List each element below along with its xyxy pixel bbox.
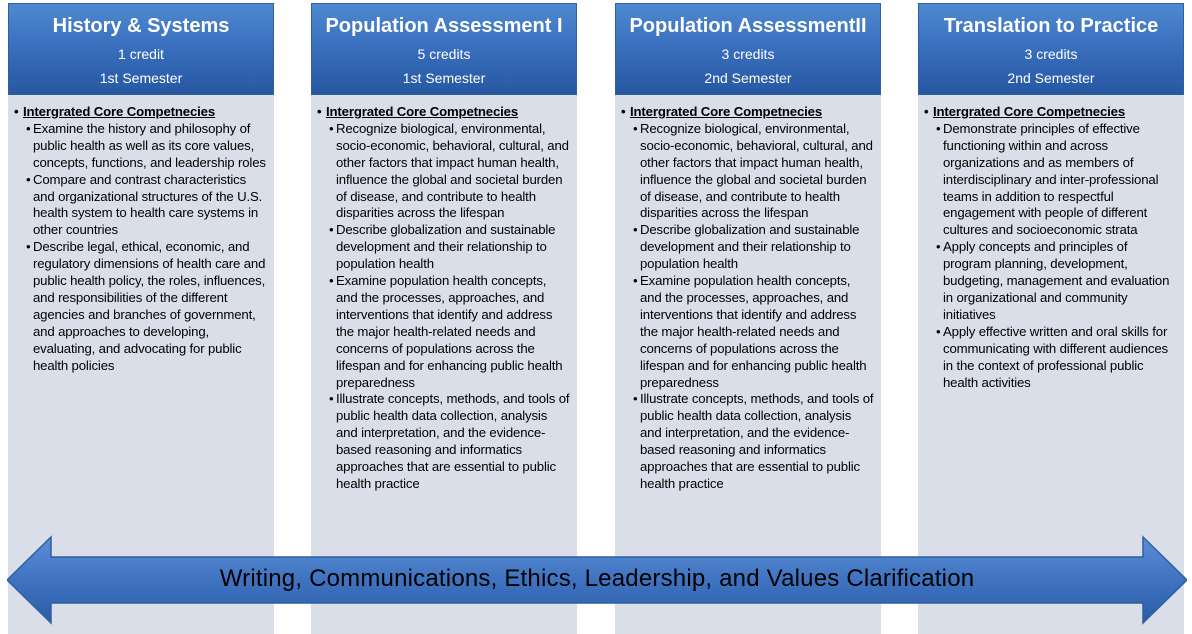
column-header: [311, 3, 577, 95]
list-item-text: Describe legal, ethical, economic, and regulatory dimensions of health care and public health policy, the roles, influences, and responsibilities of the different agencies and branches of government, and approaches to developing, evaluating, and advocating for public health policies: [33, 239, 266, 373]
column-credits: 5 credits: [417, 46, 471, 62]
list-item-text: Demonstrate principles of effective functioning within and across organizations and as members of interdisciplinary and inter-professional teams in addition to respectful engagement with people of different cultures and socioeconomic strata: [943, 120, 1159, 238]
list-item: [329, 222, 571, 273]
bullet-icon: •: [329, 391, 334, 407]
list-item: [329, 273, 571, 391]
list-item-text: Apply effective written and oral skills for communicating with different audiences in the context of professional public health activities: [943, 323, 1168, 390]
column-title: Translation to Practice: [943, 15, 1159, 37]
list-item-text: Describe globalization and sustainable development and their relationship to population health: [336, 222, 556, 272]
section-heading: [317, 104, 571, 121]
banner-text: Writing, Communications, Ethics, Leadership, and Values Clarification: [219, 565, 975, 592]
list-item-text: Examine the history and philosophy of public health as well as its core values, concepts, functions, and leadership roles: [33, 120, 266, 170]
section-heading: [924, 104, 1178, 121]
column-content: [924, 104, 1178, 391]
bullet-icon: •: [26, 171, 31, 187]
list-item-text: Compare and contrast characteristics and organizational structures of the U.S. health system to health care systems in other countries: [33, 171, 263, 238]
competency-list: [924, 121, 1178, 392]
list-item-text: Recognize biological, environmental, socio-economic, behavioral, cultural, and other factors that impact human health, influence the global and societal burden of disease, and contribute to health disparities across the lifespan: [336, 120, 569, 221]
column-semester: 2nd Semester: [1007, 70, 1095, 86]
column-credits: 1 credit: [118, 46, 164, 62]
list-item: [633, 273, 875, 391]
bullet-icon: •: [14, 104, 19, 119]
bullet-icon: •: [317, 104, 322, 119]
bullet-icon: •: [329, 273, 334, 289]
list-item: [633, 391, 875, 492]
bullet-icon: •: [621, 104, 626, 119]
column-title: History & Systems: [52, 15, 230, 37]
bullet-icon: •: [26, 239, 31, 255]
competency-list: [621, 121, 875, 493]
list-item: [633, 121, 875, 222]
list-item-text: Illustrate concepts, methods, and tools of public health data collection, analysis and interpretation, and the evidence-based reasoning and informatics approaches that are essential to public health practice: [336, 391, 570, 491]
competency-list: [14, 121, 268, 375]
section-heading-text: Intergrated Core Competnecies: [630, 104, 823, 119]
list-item-text: Illustrate concepts, methods, and tools of public health data collection, analysis and interpretation, and the evidence-based reasoning and informatics approaches that are essential to public health practice: [640, 391, 874, 491]
list-item: [26, 172, 268, 240]
column-semester: 2nd Semester: [704, 70, 792, 86]
column-title: Population AssessmentII: [629, 15, 867, 37]
bullet-icon: •: [633, 120, 638, 136]
column-credits: 3 credits: [1024, 46, 1078, 62]
list-item-text: Apply concepts and principles of program planning, development, budgeting, management and evaluation in organizational and community initiatives: [943, 239, 1170, 322]
column-content: [621, 104, 875, 493]
double-arrow-banner: [7, 535, 1187, 625]
list-item: [936, 239, 1178, 324]
bullet-icon: •: [936, 239, 941, 255]
bullet-icon: •: [329, 120, 334, 136]
list-item-text: Describe globalization and sustainable development and their relationship to population health: [640, 222, 860, 272]
bullet-icon: •: [936, 323, 941, 339]
bullet-icon: •: [924, 104, 929, 119]
section-heading: [14, 104, 268, 121]
section-heading-text: Intergrated Core Competnecies: [933, 104, 1126, 119]
column-header: [615, 3, 881, 95]
list-item: [329, 121, 571, 222]
column-credits: 3 credits: [721, 46, 775, 62]
bullet-icon: •: [633, 273, 638, 289]
column-content: [317, 104, 571, 493]
list-item: [936, 324, 1178, 392]
column-header: [8, 3, 274, 95]
bullet-icon: •: [633, 222, 638, 238]
list-item: [936, 121, 1178, 239]
bullet-icon: •: [329, 222, 334, 238]
list-item: [26, 121, 268, 172]
bullet-icon: •: [633, 391, 638, 407]
column-semester: 1st Semester: [99, 70, 183, 86]
list-item: [26, 239, 268, 374]
section-heading-text: Intergrated Core Competnecies: [326, 104, 519, 119]
section-heading: [621, 104, 875, 121]
column-title: Population Assessment I: [325, 15, 563, 37]
column-semester: 1st Semester: [402, 70, 486, 86]
list-item-text: Examine population health concepts, and the processes, approaches, and interventions that identify and address the major health-related needs and concerns of populations across the lifespan and for enhancing public health preparedness: [640, 273, 867, 390]
bullet-icon: •: [26, 120, 31, 136]
list-item-text: Examine population health concepts, and the processes, approaches, and interventions that identify and address the major health-related needs and concerns of populations across the lifespan and for enhancing public health preparedness: [336, 273, 563, 390]
list-item: [329, 391, 571, 492]
list-item-text: Recognize biological, environmental, socio-economic, behavioral, cultural, and other factors that impact human health, influence the global and societal burden of disease, and contribute to health disparities across the lifespan: [640, 120, 873, 221]
section-heading-text: Intergrated Core Competnecies: [23, 104, 216, 119]
bullet-icon: •: [936, 120, 941, 136]
column-header: [918, 3, 1184, 95]
competency-list: [317, 121, 571, 493]
list-item: [633, 222, 875, 273]
column-content: [14, 104, 268, 375]
